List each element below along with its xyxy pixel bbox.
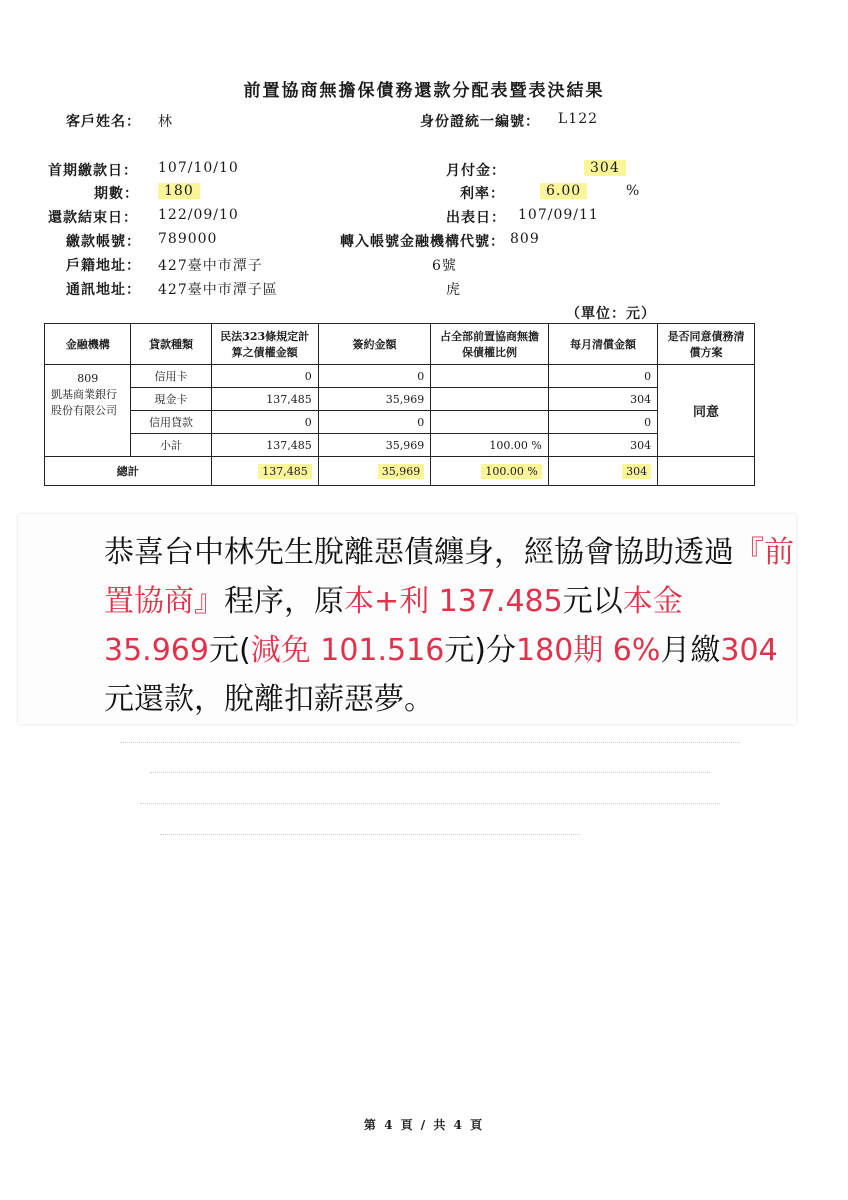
total-claim: 137,485: [258, 464, 312, 479]
id-label: 身份證統一編號：: [420, 114, 540, 130]
col-header-agree: 是否同意債務清償方案: [658, 324, 755, 365]
customer-value: 林: [158, 114, 173, 130]
address-tail-2: 虎: [446, 282, 461, 298]
col-header-institution: 金融機構: [45, 324, 131, 365]
total-row: [45, 457, 755, 486]
monthly-amount: 304: [548, 388, 657, 411]
household-label: 戶籍地址：: [66, 258, 141, 274]
bleed-line: [120, 742, 740, 743]
note-part: 月繳: [660, 633, 721, 668]
col-header-claim: 民法323條規定計算之債權金額: [211, 324, 318, 365]
total-contract: 35,969: [378, 464, 425, 479]
rate-label: 利率：: [460, 186, 505, 202]
household-value: 427臺中市潭子: [158, 258, 263, 274]
end-date-label: 還款結束日：: [48, 210, 138, 226]
periods-value: 180: [158, 183, 200, 199]
contract-amount: 35,969: [318, 388, 430, 411]
periods-label: 期數：: [94, 186, 139, 202]
contract-amount: 35,969: [318, 434, 430, 457]
ratio: [431, 411, 549, 434]
ratio: 100.00 %: [431, 434, 549, 457]
total-ratio: 100.00 %: [481, 464, 541, 479]
loan-type: 信用貸款: [131, 411, 211, 434]
total-monthly: 304: [622, 464, 651, 479]
loan-type: 信用卡: [131, 365, 211, 388]
note-part: 元)分: [444, 633, 517, 668]
monthly-amount: 0: [548, 411, 657, 434]
table-row: [45, 388, 755, 411]
note-highlight: 180期 6%: [516, 633, 661, 668]
ratio: [431, 388, 549, 411]
rate-value: 6.00: [540, 183, 587, 199]
institution-name: 凱基商業銀行股份有限公司: [51, 388, 117, 417]
col-header-loan-type: 貸款種類: [131, 324, 211, 365]
mail-value: 427臺中市潭子區: [158, 282, 278, 298]
document-title: 前置協商無擔保債務還款分配表暨表決結果: [243, 81, 605, 101]
claim-amount: 137,485: [211, 434, 318, 457]
note-highlight: 減免 101.516: [250, 633, 445, 668]
col-header-ratio: 占全部前置協商無擔保債權比例: [431, 324, 549, 365]
note-part: 程序，原: [224, 584, 344, 619]
claim-amount: 0: [211, 365, 318, 388]
bank-code-label: 轉入帳號金融機構代號：: [340, 234, 505, 250]
note-part: 元(: [208, 633, 251, 668]
monthly-label: 月付金：: [446, 163, 506, 179]
table-row: [45, 434, 755, 457]
agree-cell: 同意: [658, 365, 755, 457]
total-label: 總計: [45, 457, 212, 486]
address-tail-1: 6號: [432, 258, 457, 274]
unit-note: （單位：元）: [566, 306, 656, 322]
monthly-value: 304: [584, 160, 626, 176]
note-text: [104, 528, 794, 724]
account-value: 789000: [158, 231, 218, 247]
id-value: L122: [558, 111, 599, 127]
bleed-line: [150, 772, 710, 773]
loan-type: 小計: [131, 434, 211, 457]
monthly-amount: 304: [548, 434, 657, 457]
rate-unit: %: [626, 183, 641, 199]
table-row: [45, 411, 755, 434]
customer-label: 客戶姓名：: [66, 114, 141, 130]
total-agree-empty: [658, 457, 755, 486]
table-row: [45, 365, 755, 388]
allocation-table: [44, 323, 755, 486]
note-part: 元以: [562, 584, 623, 619]
claim-amount: 137,485: [211, 388, 318, 411]
note-part: 恭喜台中林先生脫離惡債纏身，經協會協助透過: [104, 535, 734, 570]
note-highlight: 本+利 137.485: [344, 584, 563, 619]
note-highlight: 『前置協商』: [104, 535, 794, 619]
note-part: 元還款，脫離扣薪惡夢。: [104, 682, 434, 717]
bleed-line: [140, 803, 720, 804]
issue-value: 107/09/11: [518, 207, 599, 223]
col-header-monthly: 每月清償金額: [548, 324, 657, 365]
note-highlight: 本金 35.969: [104, 584, 683, 668]
page-number: 第 4 頁 / 共 4 頁: [363, 1118, 485, 1132]
contract-amount: 0: [318, 365, 430, 388]
first-pay-value: 107/10/10: [158, 160, 239, 176]
loan-type: 現金卡: [131, 388, 211, 411]
issue-label: 出表日：: [446, 210, 506, 226]
institution-code: 809: [77, 372, 99, 385]
first-pay-label: 首期繳款日：: [48, 163, 138, 179]
institution-cell: [45, 365, 131, 457]
claim-amount: 0: [211, 411, 318, 434]
end-date-value: 122/09/10: [158, 207, 239, 223]
ratio: [431, 365, 549, 388]
col-header-contract: 簽約金額: [318, 324, 430, 365]
note-highlight: 304: [720, 633, 778, 668]
bank-code-value: 809: [510, 231, 540, 247]
bleed-line: [160, 834, 580, 835]
mail-label: 通訊地址：: [66, 282, 141, 298]
account-label: 繳款帳號：: [66, 234, 141, 250]
contract-amount: 0: [318, 411, 430, 434]
monthly-amount: 0: [548, 365, 657, 388]
